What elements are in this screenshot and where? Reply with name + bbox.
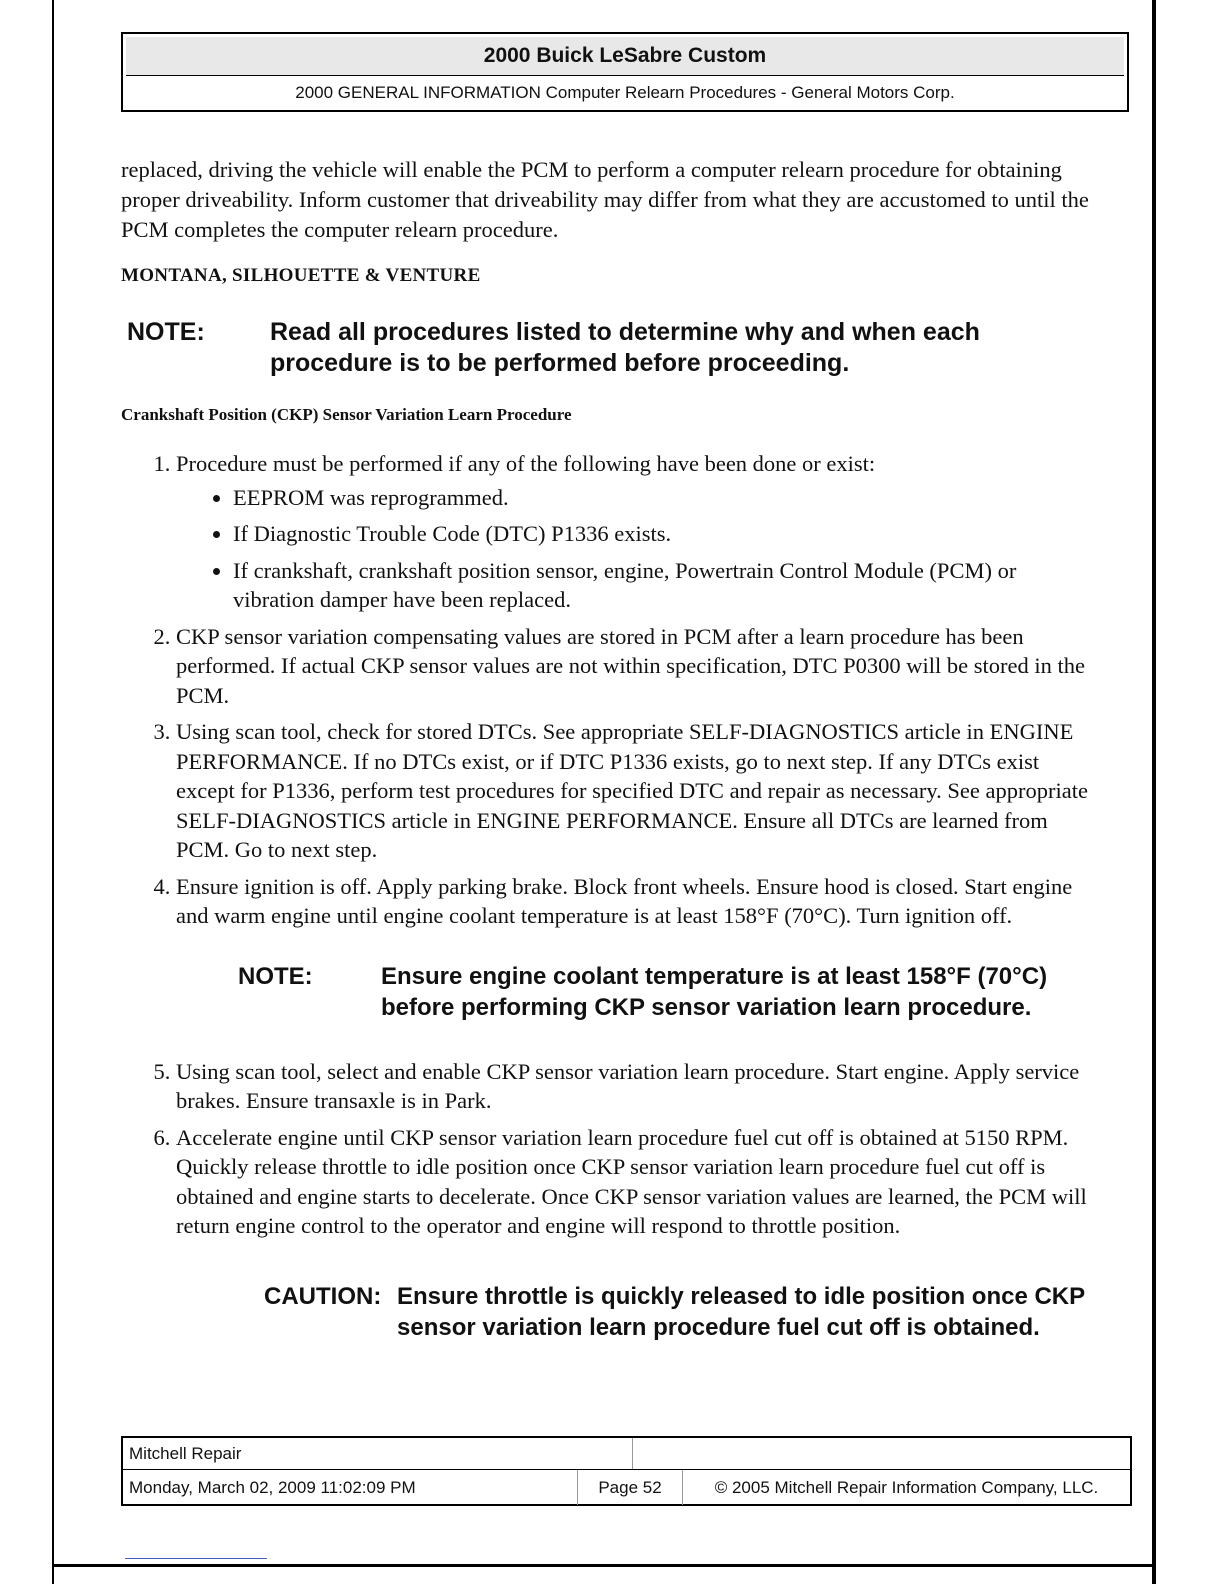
step-text: Procedure must be performed if any of the following have been done or exist: — [176, 451, 876, 476]
note-label: NOTE: — [238, 962, 313, 990]
step-item — [176, 872, 1096, 1023]
note-block — [238, 961, 1096, 1023]
note-text: Ensure engine coolant temperature is at least 158°F (70°C) before performing CKP sensor variation learn procedure. — [381, 962, 1048, 1021]
step-item: 3. Using scan tool, check for stored DTCs. See appropriate SELF-DIAGNOSTICS article in ENGINE PERFORMANCE. If no DTCs exist, or if DTC P1336 exists, go to next step. If any DTCs exist except for P1336, perform test procedures for specified DTC and repair as necessary. See appropriate SELF-DIAGNOSTICS article in ENGINE PERFORMANCE. Ensure all DTCs are learned from PCM. Go to next step. — [176, 717, 1096, 865]
step-item: 5. Using scan tool, select and enable CKP sensor variation learn procedure. Start engine. Apply service brakes. Ensure transaxle is in Park. — [176, 1057, 1096, 1116]
page-border-bottom — [52, 1564, 1156, 1567]
footer-copyright: © 2005 Mitchell Repair Information Company, LLC. — [714, 1477, 1099, 1497]
footer-page-number: Page 52 — [578, 1470, 683, 1505]
footer-date: Monday, March 02, 2009 11:02:09 PM — [123, 1470, 578, 1505]
step-item — [176, 1123, 1096, 1241]
document-body — [121, 155, 1096, 1343]
caution-label: CAUTION: — [264, 1282, 382, 1310]
subsection-title: Crankshaft Position (CKP) Sensor Variation Learn Procedure — [121, 405, 572, 424]
caution-text: Ensure throttle is quickly released to idle position once CKP sensor variation learn procedure fuel cut off is obtained. — [397, 1282, 1085, 1341]
step-text: Ensure ignition is off. Apply parking brake. Block front wheels. Ensure hood is closed. Start engine and warm engine until engine coolant temperature is at least 158°F (70°C). Turn ignition off. — [176, 873, 1073, 928]
intro-paragraph: replaced, driving the vehicle will enable the PCM to perform a computer relearn procedure for obtaining proper driveability. Inform customer that driveability may differ from what they are accustomed to until the PCM completes the computer relearn procedure. — [121, 157, 1089, 242]
bullet-item: • EEPROM was reprogrammed. — [233, 483, 1096, 513]
document-footer — [121, 1436, 1132, 1506]
header-title: 2000 Buick LeSabre Custom — [126, 37, 1124, 76]
header-subtitle: 2000 GENERAL INFORMATION Computer Relearn Procedures - General Motors Corp. — [295, 82, 955, 102]
step-item: 2. CKP sensor variation compensating values are stored in PCM after a learn procedure has been performed. If actual CKP sensor values are not within specification, DTC P0300 will be stored in the PCM. — [176, 622, 1096, 711]
step-item — [176, 449, 1096, 615]
section-title: MONTANA, SILHOUETTE & VENTURE — [121, 265, 481, 286]
footer-link-underline[interactable] — [125, 1558, 267, 1559]
page-border-right — [1152, 0, 1156, 1584]
footer-company: Mitchell Repair — [123, 1438, 633, 1469]
bullet-list — [176, 483, 1096, 615]
procedure-steps — [121, 449, 1096, 1241]
document-header — [121, 32, 1129, 112]
page-border-left — [52, 0, 54, 1584]
note-block — [121, 317, 1096, 379]
caution-block — [264, 1281, 1096, 1343]
note-text: Read all procedures listed to determine why and when each procedure is to be performed before proceeding. — [270, 318, 980, 377]
bullet-item: • If Diagnostic Trouble Code (DTC) P1336 exists. — [233, 519, 1096, 549]
bullet-item: • If crankshaft, crankshaft position sensor, engine, Powertrain Control Module (PCM) or vibration damper have been replaced. — [233, 556, 1096, 615]
step-text: Accelerate engine until CKP sensor variation learn procedure fuel cut off is obtained at 5150 RPM. Quickly release throttle to idle position once CKP sensor variation learn procedure fuel cut off is obtained and engine starts to decelerate. Once CKP sensor variation values are learned, the PCM will return engine control to the operator and engine will respond to throttle position. — [176, 1124, 1087, 1238]
note-label: NOTE: — [127, 318, 205, 346]
